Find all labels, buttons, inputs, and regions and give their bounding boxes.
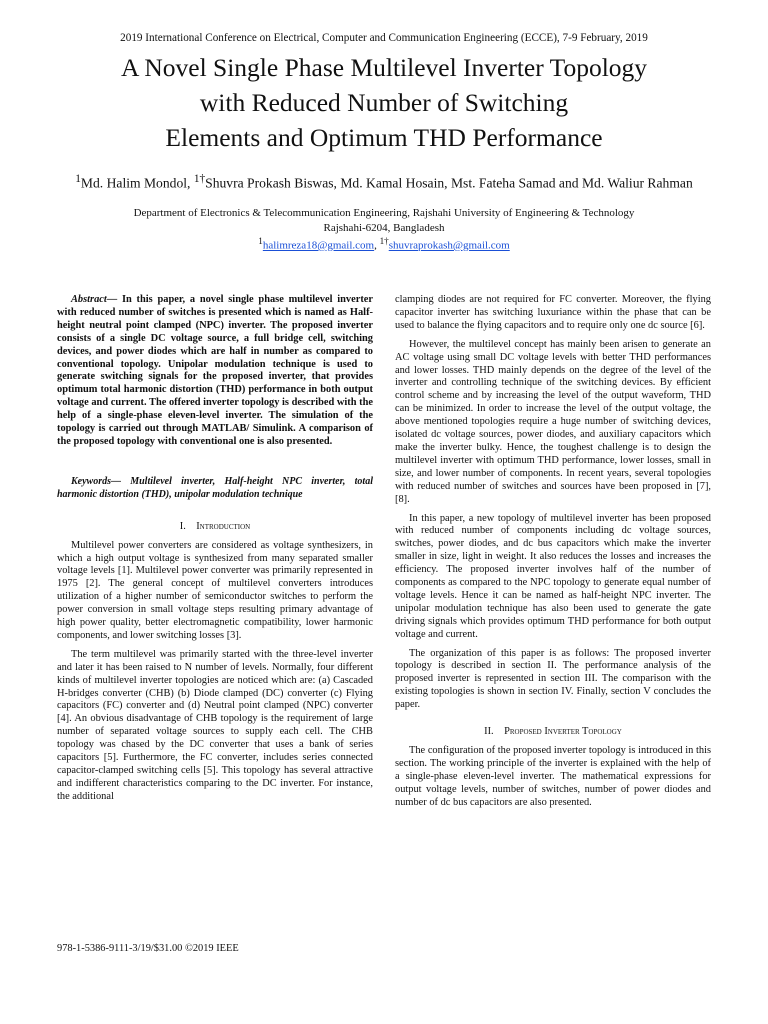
section-number: II.	[484, 726, 494, 738]
affiliation-line: Rajshahi-6204, Bangladesh	[323, 222, 445, 234]
keywords-label: Keywords	[71, 475, 111, 487]
author-list	[58, 170, 710, 193]
keywords	[57, 476, 373, 502]
paragraph: Multilevel power converters are considered as voltage synthesizers, in which a high output voltage is synthesized from many separated smaller voltage levels [1]. Multilevel power converter was primarily represented in 1975 [2]. The general concept of multilevel converters introduces utilization of a higher number of semiconductor switches to perform the power conversion in small voltage steps resulting primary advantage of high power quality, better electromagnetic compatibility, lower harmonic components, and lower switching losses [3].	[57, 539, 373, 641]
conference-header: 2019 International Conference on Electrical, Computer and Communication Engineering (ECCE), 7-9 February, 2019	[120, 32, 648, 44]
author-name: Md. Halim Mondol,	[80, 175, 194, 191]
paragraph: The term multilevel was primarily started with the three-level inverter and later it has been raised to N number of levels. Normally, four different kinds of multilevel inverter topologies are noticed which are: (a) Cascaded H-bridges converter (CHB) (b) Diode clamped (DC) converter (c) Flying capacitors (FC) converter and (d) Neutral point clamped (NPC) converter [4]. An obvious disadvantage of CHB topology is the requirement of large number of separated voltage sources to supply each cell. The CHB topology was chased by the DC converter that uses a bank of series capacitors [5]. Furthermore, the FC converter, includes series connected capacitor-clamped switching cells [5]. This topology has several attractive and indifferent characteristics comparing to the DC inverter. For instance, the additional	[57, 648, 373, 802]
affiliation-line: Department of Electronics & Telecommunication Engineering, Rajshahi University of Engineering & Technology	[133, 207, 635, 219]
email-mark: 1	[258, 236, 263, 246]
email-link[interactable]: halimreza18@gmail.com	[262, 239, 375, 252]
section-number: I.	[179, 520, 186, 532]
section-heading	[57, 521, 373, 534]
title-line: with Reduced Number of Switching	[199, 88, 569, 117]
title-line: Elements and Optimum THD Performance	[165, 123, 603, 152]
email-link[interactable]: shuvraprokash@gmail.com	[388, 239, 510, 252]
section-heading	[395, 726, 711, 739]
paper-title	[40, 50, 728, 155]
author-emails	[0, 236, 768, 252]
author-affil-mark: 1†	[193, 173, 206, 185]
section-title: Proposed Inverter Topology	[504, 726, 622, 738]
copyright-footer: 978-1-5386-9111-3/19/$31.00 ©2019 IEEE	[57, 943, 239, 954]
email-separator: ,	[374, 239, 380, 252]
section-title: Introduction	[196, 520, 251, 532]
paragraph: The configuration of the proposed inverter topology is introduced in this section. The working principle of the inverter is explained with the help of a single-phase eleven-level inverter. The mathematical expressions for output voltage levels, number of switches, number of power diodes and number of dc bus capacitors are also presented.	[395, 745, 711, 808]
keywords-text: — Multilevel inverter, Half-height NPC inverter, total harmonic distortion (THD), unipolar modulation technique	[57, 475, 373, 500]
paragraph: The organization of this paper is as follows: The proposed inverter topology is described in section II. The performance analysis of the proposed inverter is represented in section III. The comparison with the existing topologies is shown in section IV. Finally, section V concludes the paper.	[395, 647, 711, 711]
email-mark: 1†	[379, 236, 389, 246]
title-line: A Novel Single Phase Multilevel Inverter Topology	[120, 53, 648, 82]
right-column	[395, 294, 711, 810]
paragraph: In this paper, a new topology of multilevel inverter has been proposed with reduced number of components including dc voltage sources, switches, power diodes, and dc bus capacitors which make the inverter smaller in size, light in weight. It also reduces the losses and increases the efficiency. The proposed inverter involves half of the number of components as compared to the NPC topology to generate equal number of voltage levels. Hence it can be named as half-height NPC inverter. The unipolar modulation technique has also been used to generate the gate driving signals which provides optimum THD performance for both output voltage and current.	[395, 512, 711, 640]
author-names: Shuvra Prokash Biswas, Md. Kamal Hosain, Mst. Fateha Samad and Md. Waliur Rahman	[205, 175, 693, 191]
left-column	[57, 294, 373, 804]
abstract	[57, 294, 373, 449]
paragraph: However, the multilevel concept has mainly been arisen to generate an AC voltage using small DC voltage levels with better THD performances and lower losses. THD mainly depends on the degree of the level of the inverter and controlling technique of the switching devices. By efficient control scheme and by increasing the level of the output waveform, THD can be minimized. In order to increase the level of the output voltage, the above mentioned topologies require a huge number of switching devices, isolated dc voltage sources, power diodes, and auxiliary capacitors which make the inverter bulky. Hence, the toughest challenge is to design the multilevel inverter with optimum THD performance, lower losses, small in size, and lower number of components. In recent years, several topologies with reduced number of switches and sources have been proposed in [7], [8].	[395, 338, 711, 505]
abstract-text: — In this paper, a novel single phase multilevel inverter with reduced number of switches is presented which is named as Half-height neutral point clamped (NPC) inverter. The proposed inverter consists of a single DC voltage source, a full bridge cell, switching devices, and power diodes which are half in number as compared to conventional topology. Unipolar modulation technique is used to generate switching signals for the proposed inverter, that provides optimum total harmonic distortion (THD) performance in both output voltage and current. The offered inverter topology is described with the help of a single-phase eleven-level inverter. The simulation of the topology is carried out through MATLAB/ Simulink. A comparison of the proposed topology with conventional one is also presented.	[57, 294, 373, 447]
author-affil-mark: 1	[75, 173, 81, 185]
abstract-label: Abstract	[71, 294, 107, 305]
affiliation	[40, 206, 728, 236]
paragraph: clamping diodes are not required for FC converter. Moreover, the flying capacitor inverter has switching luxuriance within the phase that can be used to balance the flying capacitors and to require only one dc source [6].	[395, 294, 711, 331]
